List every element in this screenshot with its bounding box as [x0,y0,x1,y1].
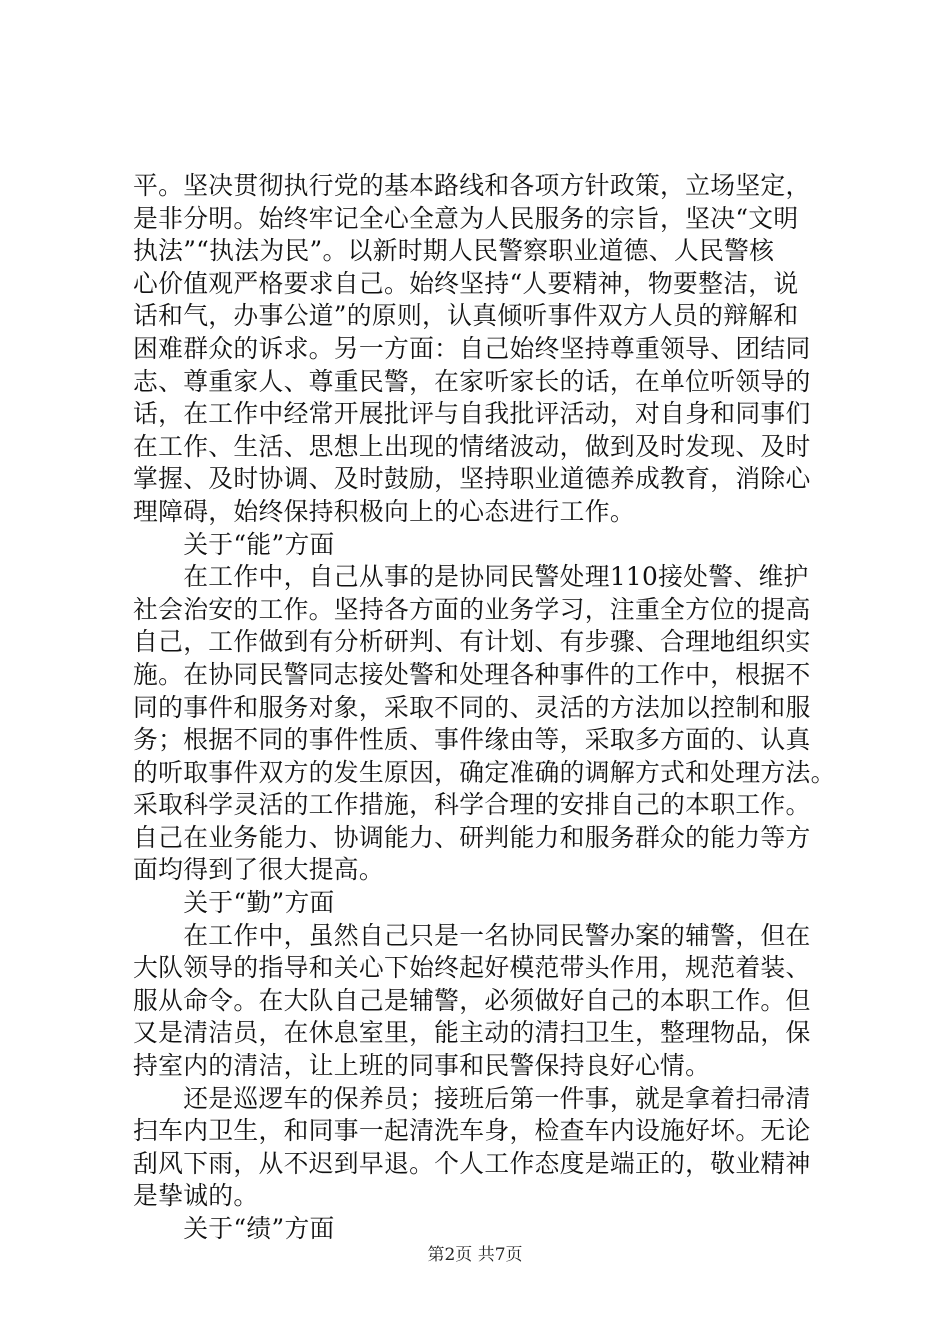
text-line: 自己在业务能力、协调能力、研判能力和服务群众的能力等方 [133,822,811,852]
text-line: 采取科学灵活的工作措施，科学合理的安排自己的本职工作。 [133,790,811,820]
text-line: 话，在工作中经常开展批评与自我批评活动，对自身和同事们 [133,399,811,429]
text-line: 掌握、及时协调、及时鼓励，坚持职业道德养成教育，消除心 [133,464,811,494]
text-line: 自己，工作做到有分析研判、有计划、有步骤、合理地组织实 [133,627,811,657]
section-heading-neng: 关于“能”方面 [133,529,335,559]
text-line: 扫车内卫生，和同事一起清洗车身，检查车内设施好坏。无论 [133,1116,811,1146]
text-line: 平。坚决贯彻执行党的基本路线和各项方针政策，立场坚定， [133,171,811,200]
text-line: 困难群众的诉求。另一方面：自己始终坚持尊重领导、团结同 [133,333,811,363]
text-line: 大队领导的指导和关心下始终起好模范带头作用，规范着装、 [133,953,811,983]
text-line: 话和气，办事公道”的原则，认真倾听事件双方人员的辩解和 [133,301,799,331]
text-line: 在工作中，虽然自己只是一名协同民警办案的辅警，但在 [133,920,811,950]
text-line: 务；根据不同的事件性质、事件缘由等，采取多方面的、认真 [133,725,811,755]
text-line: 面均得到了很大提高。 [133,855,384,885]
text-line: 执法”“执法为民”。以新时期人民警察职业道德、人民警核 [133,236,775,266]
text-line: 刮风下雨，从不迟到早退。个人工作态度是端正的，敬业精神 [133,1148,811,1178]
text-line: 在工作中，自己从事的是协同民警处理110接处警、维护 [133,562,809,592]
section-heading-ji: 关于“绩”方面 [133,1214,335,1243]
text-line: 还是巡逻车的保养员；接班后第一件事，就是拿着扫帚清 [133,1083,811,1113]
document-body [133,170,836,1246]
text-line: 理障碍，始终保持积极向上的心态进行工作。 [133,496,635,526]
text-line: 在工作、生活、思想上出现的情绪波动，做到及时发现、及时 [133,431,811,461]
text-line: 是非分明。始终牢记全心全意为人民服务的宗旨，坚决“文明 [133,203,799,233]
text-line: 又是清洁员，在休息室里，能主动的清扫卫生，整理物品，保 [133,1018,811,1048]
text-line: 施。在协同民警同志接处警和处理各种事件的工作中，根据不 [133,659,811,689]
text-line: 持室内的清洁，让上班的同事和民警保持良好心情。 [133,1051,711,1081]
text-line: 同的事件和服务对象，采取不同的、灵活的方法加以控制和服 [133,692,811,722]
section-heading-qin: 关于“勤”方面 [133,888,335,918]
text-line: 的听取事件双方的发生原因，确定准确的调解方式和处理方法。 [133,757,836,787]
text-line: 是挚诚的。 [133,1181,259,1211]
text-line: 服从命令。在大队自己是辅警，必须做好自己的本职工作。但 [133,985,811,1015]
text-line: 志、尊重家人、尊重民警，在家听家长的话，在单位听领导的 [133,366,811,396]
text-line: 心价值观严格要求自己。始终坚持“人要精神，物要整洁，说 [133,268,799,298]
text-line: 社会治安的工作。坚持各方面的业务学习，注重全方位的提高 [133,594,811,624]
page-footer: 第2页 共7页 [427,1245,523,1265]
